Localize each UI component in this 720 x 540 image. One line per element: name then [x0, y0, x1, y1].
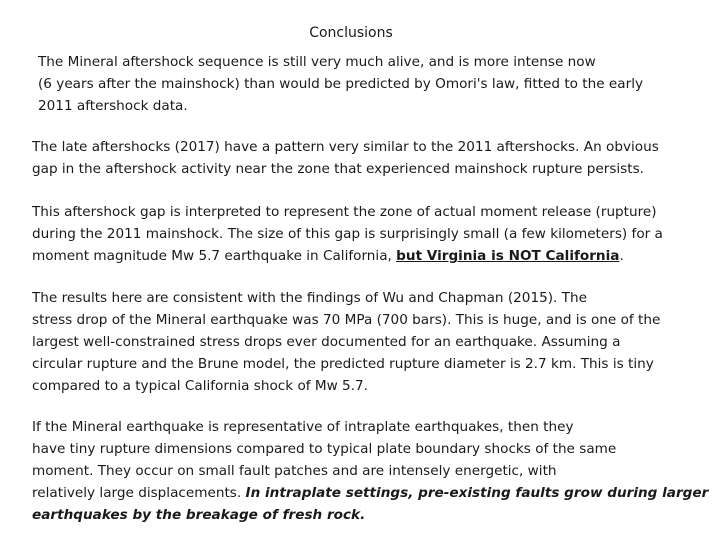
- text-line: moment. They occur on small fault patches and are intensely energetic, with: [32, 463, 557, 479]
- text-line: The results here are consistent with the findings of Wu and Chapman (2015). The: [32, 290, 587, 306]
- text-line: [32, 482, 716, 504]
- text-line: If the Mineral earthquake is representative of intraplate earthquakes, then they: [32, 419, 574, 435]
- text-segment: relatively large displacements.: [32, 485, 246, 501]
- text-line: 2011 aftershock data.: [38, 98, 188, 114]
- text-line: have tiny rupture dimensions compared to typical plate boundary shocks of the same: [32, 441, 617, 457]
- text-line: compared to a typical California shock of Mw 5.7.: [32, 378, 368, 394]
- text-segment: .: [619, 248, 624, 264]
- text-line: This aftershock gap is interpreted to represent the zone of actual moment release (rupture): [32, 204, 657, 220]
- text-line: during the 2011 mainshock. The size of this gap is surprisingly small (a few kilometers) for a: [32, 226, 663, 242]
- text-line: largest well-constrained stress drops ever documented for an earthquake. Assuming a: [32, 334, 621, 350]
- emphasis-intraplate: In intraplate settings, pre-existing faults grow during larger: [245, 485, 709, 501]
- emphasis-virginia: but Virginia is NOT California: [396, 248, 620, 264]
- text-line: circular rupture and the Brune model, the predicted rupture diameter is 2.7 km. This is tiny: [32, 356, 654, 372]
- paragraph-aftershock-sequence: [38, 51, 698, 117]
- paragraph-stress-drop: [32, 287, 720, 397]
- slide-title: Conclusions: [309, 25, 393, 41]
- text-line: The Mineral aftershock sequence is still very much alive, and is more intense now: [38, 54, 596, 70]
- paragraph-aftershock-gap: [32, 201, 720, 267]
- text-line: [32, 245, 720, 267]
- emphasis-fresh-rock: earthquakes by the breakage of fresh rock.: [32, 507, 366, 523]
- paragraph-intraplate: [32, 416, 716, 526]
- paragraph-late-aftershocks: [32, 136, 716, 180]
- text-line: (6 years after the mainshock) than would be predicted by Omori's law, fitted to the early: [38, 76, 644, 92]
- text-line: The late aftershocks (2017) have a pattern very similar to the 2011 aftershocks. An obvious: [32, 139, 659, 155]
- text-segment: moment magnitude Mw 5.7 earthquake in California,: [32, 248, 397, 264]
- text-line: gap in the aftershock activity near the zone that experienced mainshock rupture persists.: [32, 161, 644, 177]
- text-line: stress drop of the Mineral earthquake was 70 MPa (700 bars). This is huge, and is one of the: [32, 312, 661, 328]
